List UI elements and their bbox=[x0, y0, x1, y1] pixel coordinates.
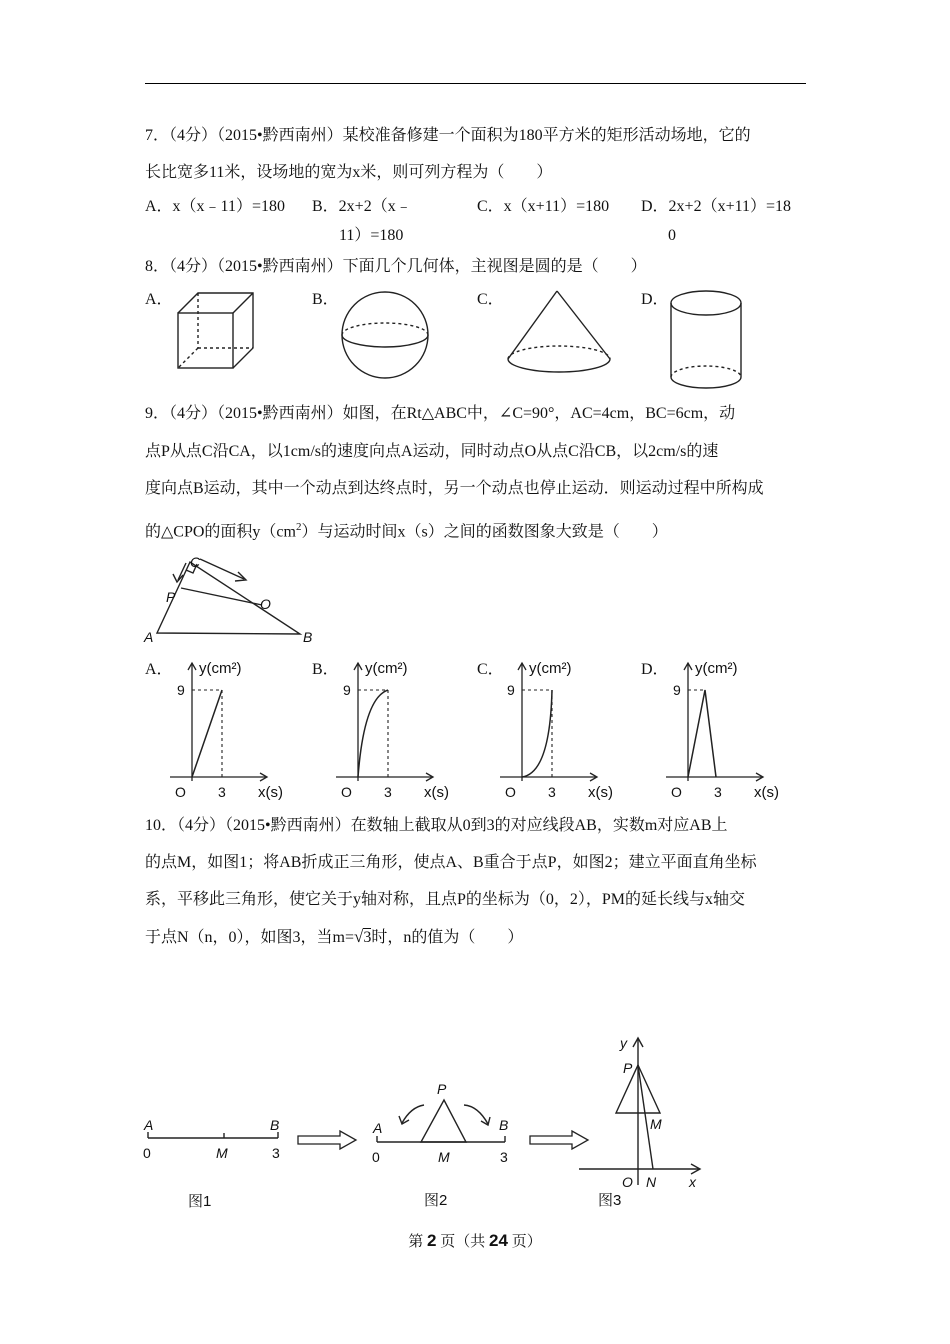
q10-figure-1 bbox=[138, 1110, 298, 1220]
fig3-caption: 图3 bbox=[598, 1192, 622, 1209]
origin-label: O bbox=[505, 784, 516, 800]
function-curve bbox=[688, 690, 716, 777]
header-rule bbox=[145, 83, 806, 84]
fig2-label-p: P bbox=[437, 1081, 447, 1097]
fig2-label-m: M bbox=[438, 1149, 450, 1165]
page-footer bbox=[0, 1230, 950, 1251]
fig1-label-three: 3 bbox=[272, 1145, 280, 1161]
function-curve bbox=[358, 690, 388, 777]
q9-line4-part2: ）与运动时间x（s）之间的函数图象大致是（ ） bbox=[301, 523, 668, 541]
origin-label: O bbox=[671, 784, 682, 800]
cylinder-figure bbox=[665, 285, 750, 393]
footer-page: 2 bbox=[427, 1231, 437, 1250]
y-axis-label: y(cm²) bbox=[695, 660, 738, 677]
sphere-figure bbox=[335, 285, 435, 383]
q7-option-d-line2: 0 bbox=[668, 227, 676, 244]
fig2-label-b: B bbox=[499, 1117, 509, 1133]
fig3-label-p: P bbox=[623, 1060, 633, 1076]
footer-total: 24 bbox=[489, 1231, 508, 1250]
x-axis-label: x(s) bbox=[424, 784, 449, 801]
q7-option-b-line1: B．2x+2（x﹣ bbox=[312, 198, 412, 215]
q8-label-c: C． bbox=[477, 291, 504, 308]
q8-label-a: A． bbox=[145, 291, 173, 308]
y-axis-label: y(cm²) bbox=[529, 660, 572, 677]
fig2-label-a: A bbox=[373, 1120, 383, 1136]
q9-graph-d bbox=[666, 655, 786, 805]
fig3-label-x: x bbox=[689, 1174, 696, 1190]
q8-label-d: D． bbox=[641, 291, 669, 308]
q7-option-c: C．x（x+11）=180 bbox=[477, 198, 610, 215]
x-tick-label: 3 bbox=[384, 784, 392, 800]
q10-line4-part1: 于点N（n，0），如图3，当m= bbox=[145, 929, 355, 946]
fig1-label-a: A bbox=[144, 1117, 154, 1133]
q7-line1: 7．（4分）（2015•黔西南州）某校准备修建一个面积为180平方米的矩形活动场地，它的 bbox=[145, 127, 751, 144]
q9-label-o: O bbox=[260, 596, 271, 612]
q9-graph-a bbox=[170, 655, 290, 805]
y-tick-label: 9 bbox=[343, 682, 351, 698]
cube-figure bbox=[170, 285, 265, 375]
q9-label-p: P bbox=[166, 589, 176, 605]
fig1-label-m: M bbox=[216, 1145, 228, 1161]
q9-triangle-figure bbox=[140, 550, 320, 650]
q7-line2: 长比宽多11米，设场地的宽为x米，则可列方程为（ ） bbox=[145, 164, 553, 181]
fig3-label-n: N bbox=[646, 1174, 657, 1190]
q9-label-b: B bbox=[303, 629, 313, 645]
fig1-label-b: B bbox=[270, 1117, 280, 1133]
y-tick-label: 9 bbox=[507, 682, 515, 698]
q9-option-a: A． bbox=[145, 661, 173, 678]
function-curve bbox=[192, 690, 222, 777]
fig2-caption: 图2 bbox=[424, 1192, 448, 1209]
x-axis-label: x(s) bbox=[258, 784, 283, 801]
x-tick-label: 3 bbox=[548, 784, 556, 800]
y-axis-label: y(cm²) bbox=[365, 660, 408, 677]
q9-label-a: A bbox=[144, 629, 154, 645]
x-axis-label: x(s) bbox=[588, 784, 613, 801]
q9-option-c: C． bbox=[477, 661, 504, 678]
function-curve bbox=[522, 690, 552, 777]
q9-line2: 点P从点C沿CA，以1cm/s的速度向点A运动，同时动点O从点C沿CB，以2cm/s的速 bbox=[145, 443, 719, 460]
q9-option-d: D． bbox=[641, 661, 669, 678]
fig2-label-three: 3 bbox=[500, 1149, 508, 1165]
x-tick-label: 3 bbox=[714, 784, 722, 800]
q10-line4-part2: 时，n的值为（ ） bbox=[371, 929, 524, 946]
q10-figure-3 bbox=[575, 1032, 710, 1222]
q9-line1: 9．（4分）（2015•黔西南州）如图，在Rt△ABC中，∠C=90°，AC=4cm，BC=6cm，动 bbox=[145, 405, 736, 422]
arrow-1 bbox=[296, 1128, 360, 1152]
sqrt-symbol: √ bbox=[354, 927, 364, 946]
q7-option-a: A．x（x﹣11）=180 bbox=[145, 198, 285, 215]
footer-mid: 页（共 bbox=[436, 1234, 490, 1250]
q10-line3: 系，平移此三角形，使它关于y轴对称，且点P的坐标为（0，2），PM的延长线与x轴交 bbox=[145, 891, 746, 908]
fig1-label-zero: 0 bbox=[143, 1145, 151, 1161]
fig3-label-o: O bbox=[622, 1174, 633, 1190]
q10-sqrt-radicand: 3 bbox=[363, 929, 372, 946]
q9-line4-part1: 的△CPO的面积y（cm bbox=[145, 523, 296, 541]
origin-label: O bbox=[341, 784, 352, 800]
q7-option-d-line1: D．2x+2（x+11）=18 bbox=[641, 198, 792, 215]
y-tick-label: 9 bbox=[673, 682, 681, 698]
fig3-label-m: M bbox=[650, 1116, 662, 1132]
q9-line3: 度向点B运动，其中一个动点到达终点时，另一个动点也停止运动．则运动过程中所构成 bbox=[145, 480, 764, 497]
q8-line1: 8．（4分）（2015•黔西南州）下面几个几何体，主视图是圆的是（ ） bbox=[145, 258, 647, 275]
q10-line4 bbox=[145, 927, 807, 948]
q9-option-b: B． bbox=[312, 661, 339, 678]
q9-graph-c bbox=[500, 655, 620, 805]
fig3-label-y: y bbox=[620, 1035, 627, 1051]
origin-label: O bbox=[175, 784, 186, 800]
q7-option-b-line2: 11）=180 bbox=[339, 227, 404, 244]
q9-line4 bbox=[145, 517, 807, 542]
q10-line2: 的点M，如图1；将AB折成正三角形，使点A、B重合于点P，如图2；建立平面直角坐标 bbox=[145, 854, 757, 871]
x-tick-label: 3 bbox=[218, 784, 226, 800]
x-axis-label: x(s) bbox=[754, 784, 779, 801]
y-tick-label: 9 bbox=[177, 682, 185, 698]
q9-graph-b bbox=[336, 655, 456, 805]
y-axis-label: y(cm²) bbox=[199, 660, 242, 677]
footer-post: 页） bbox=[507, 1234, 542, 1250]
q9-label-c: C bbox=[190, 554, 201, 570]
footer-pre: 第 bbox=[408, 1234, 428, 1250]
q8-label-b: B． bbox=[312, 291, 339, 308]
cone-figure bbox=[500, 285, 620, 380]
fig2-label-zero: 0 bbox=[372, 1149, 380, 1165]
q10-figure-2 bbox=[366, 1075, 526, 1220]
q10-line1: 10．（4分）（2015•黔西南州）在数轴上截取从0到3的对应线段AB，实数m对应AB上 bbox=[145, 817, 728, 834]
q9-line4-superscript: 2 bbox=[295, 521, 302, 533]
fig1-caption: 图1 bbox=[188, 1193, 212, 1210]
